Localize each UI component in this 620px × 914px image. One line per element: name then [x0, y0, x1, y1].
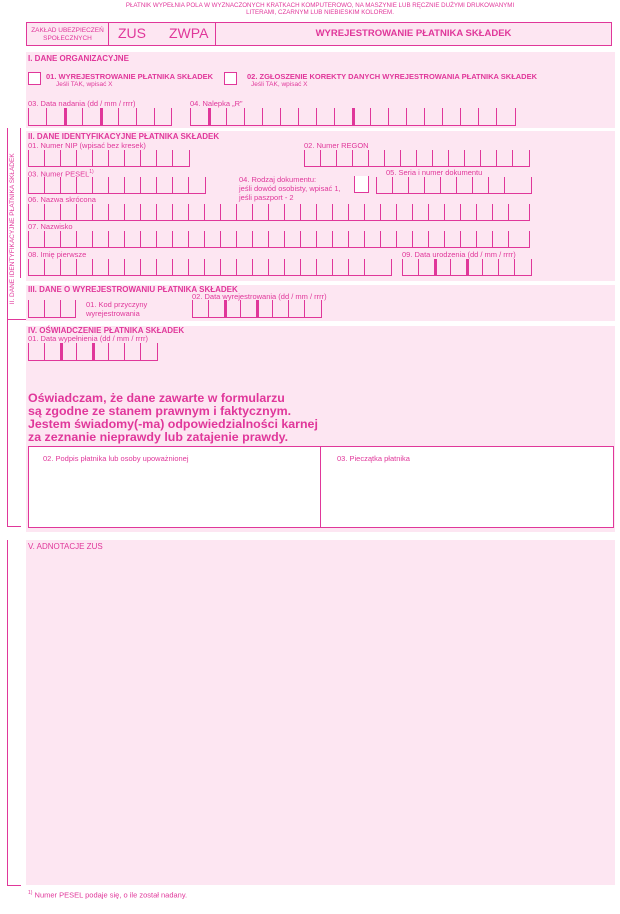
zus-label: ZUS — [118, 25, 146, 41]
dereg-date-label: 02. Data wyrejestrowania (dd / mm / rrrr) — [192, 292, 327, 301]
fill-date-label: 01. Data wypełnienia (dd / mm / rrrr) — [28, 334, 149, 343]
doc-number-label: 05. Seria i numer dokumentu — [386, 168, 483, 177]
signature-box[interactable] — [28, 446, 322, 528]
doc-type-input[interactable] — [354, 176, 369, 193]
sticker-input[interactable] — [190, 108, 516, 126]
doc-type-label: 04. Rodzaj dokumentu: — [239, 175, 317, 184]
signature-label: 02. Podpis płatnika lub osoby upoważnionej — [43, 454, 189, 463]
fill-date-input[interactable] — [28, 343, 158, 361]
section2-title: II. DANE IDENTYFIKACYJNE PŁATNIKA SKŁADEK — [28, 132, 220, 141]
section4-title: IV. OŚWIADCZENIE PŁATNIKA SKŁADEK — [28, 326, 185, 335]
correction-checkbox[interactable] — [224, 72, 237, 85]
pesel-input[interactable] — [28, 177, 206, 194]
reason-code-label: 01. Kod przyczyny — [86, 300, 148, 309]
reason-code-input[interactable] — [28, 300, 76, 318]
doc-type-hint-1: jeśli dowód osobisty, wpisać 1, — [239, 184, 341, 193]
pesel-footnote-marker: 1) — [89, 169, 94, 175]
institution-name: ZAKŁAD UBEZPIECZEŃ SPOŁECZNYCH — [31, 27, 104, 42]
nip-input[interactable] — [28, 150, 190, 167]
short-name-label: 06. Nazwa skrócona — [28, 195, 96, 204]
stamp-label: 03. Pieczątka płatnika — [337, 454, 410, 463]
footnote — [28, 889, 187, 900]
opt1-label: 01. WYREJESTROWANIE PŁATNIKA SKŁADEK — [46, 72, 214, 81]
footnote-text: Numer PESEL podaje się, o ile został nadany. — [34, 890, 188, 900]
sticker-label: 04. Nalepka „R” — [190, 99, 243, 108]
statement-line-3: Jestem świadomy(-ma) odpowiedzialności karnej — [28, 417, 318, 431]
form-title: WYREJESTROWANIE PŁATNIKA SKŁADEK — [315, 28, 512, 39]
nip-label: 01. Numer NIP (wpisać bez kresek) — [28, 141, 146, 150]
short-name-input[interactable] — [28, 204, 530, 221]
form-header — [26, 22, 612, 46]
section3-title: III. DANE O WYREJESTROWANIU PŁATNIKA SKŁADEK — [28, 285, 238, 294]
doc-number-input[interactable] — [376, 177, 532, 194]
deregistration-checkbox[interactable] — [28, 72, 41, 85]
statement-line-4: za zeznanie nieprawdy lub zatajenie prawdy. — [28, 430, 289, 444]
opt2-hint: Jeśli TAK, wpisać X — [251, 81, 308, 88]
first-name-label: 08. Imię pierwsze — [28, 250, 87, 259]
statement-line-2: są zgodne ze stanem prawnym i faktycznym. — [28, 404, 292, 418]
dereg-date-input[interactable] — [192, 300, 322, 318]
regon-input[interactable] — [304, 150, 530, 167]
send-date-label: 03. Data nadania (dd / mm / rrrr) — [28, 99, 136, 108]
reason-code-label-2: wyrejestrowania — [86, 309, 140, 318]
stamp-box[interactable] — [320, 446, 614, 528]
surname-label: 07. Nazwisko — [28, 222, 73, 231]
section2-side-label: II. DANE IDENTYFIKACYJNE PŁATNIKA SKŁADEK — [8, 153, 16, 305]
surname-input[interactable] — [28, 231, 530, 248]
pesel-label-text: 03. Numer PESEL — [28, 169, 90, 179]
opt2-label: 02. ZGŁOSZENIE KOREKTY DANYCH WYREJESTROWANIA PŁATNIKA SKŁADEK — [247, 72, 538, 81]
instruction-text: PŁATNIK WYPEŁNIA POLA W WYZNACZONYCH KRATKACH KOMPUTEROWO, NA MASZYNIE LUB RĘCZNIE DUŻYMI DRUKOWANYMI LITERAMI, CZARNYM LUB NIEBIESKIM KOLOREM. — [125, 2, 515, 17]
statement-line-1: Oświadczam, że dane zawarte w formularzu — [28, 391, 285, 405]
opt1-hint: Jeśli TAK, wpisać X — [56, 81, 113, 88]
regon-label: 02. Numer REGON — [304, 141, 369, 150]
section5-title: V. ADNOTACJE ZUS — [28, 542, 103, 551]
send-date-input[interactable] — [28, 108, 172, 126]
section1-title: I. DANE ORGANIZACYJNE — [28, 54, 129, 63]
form-code: ZWPA — [169, 25, 209, 41]
birth-date-input[interactable] — [402, 259, 532, 276]
doc-type-hint-2: jeśli paszport - 2 — [239, 193, 294, 202]
section-zus-notes — [26, 540, 615, 885]
first-name-input[interactable] — [28, 259, 392, 276]
birth-date-label: 09. Data urodzenia (dd / mm / rrrr) — [402, 250, 516, 259]
footnote-marker: 1) — [28, 890, 33, 896]
